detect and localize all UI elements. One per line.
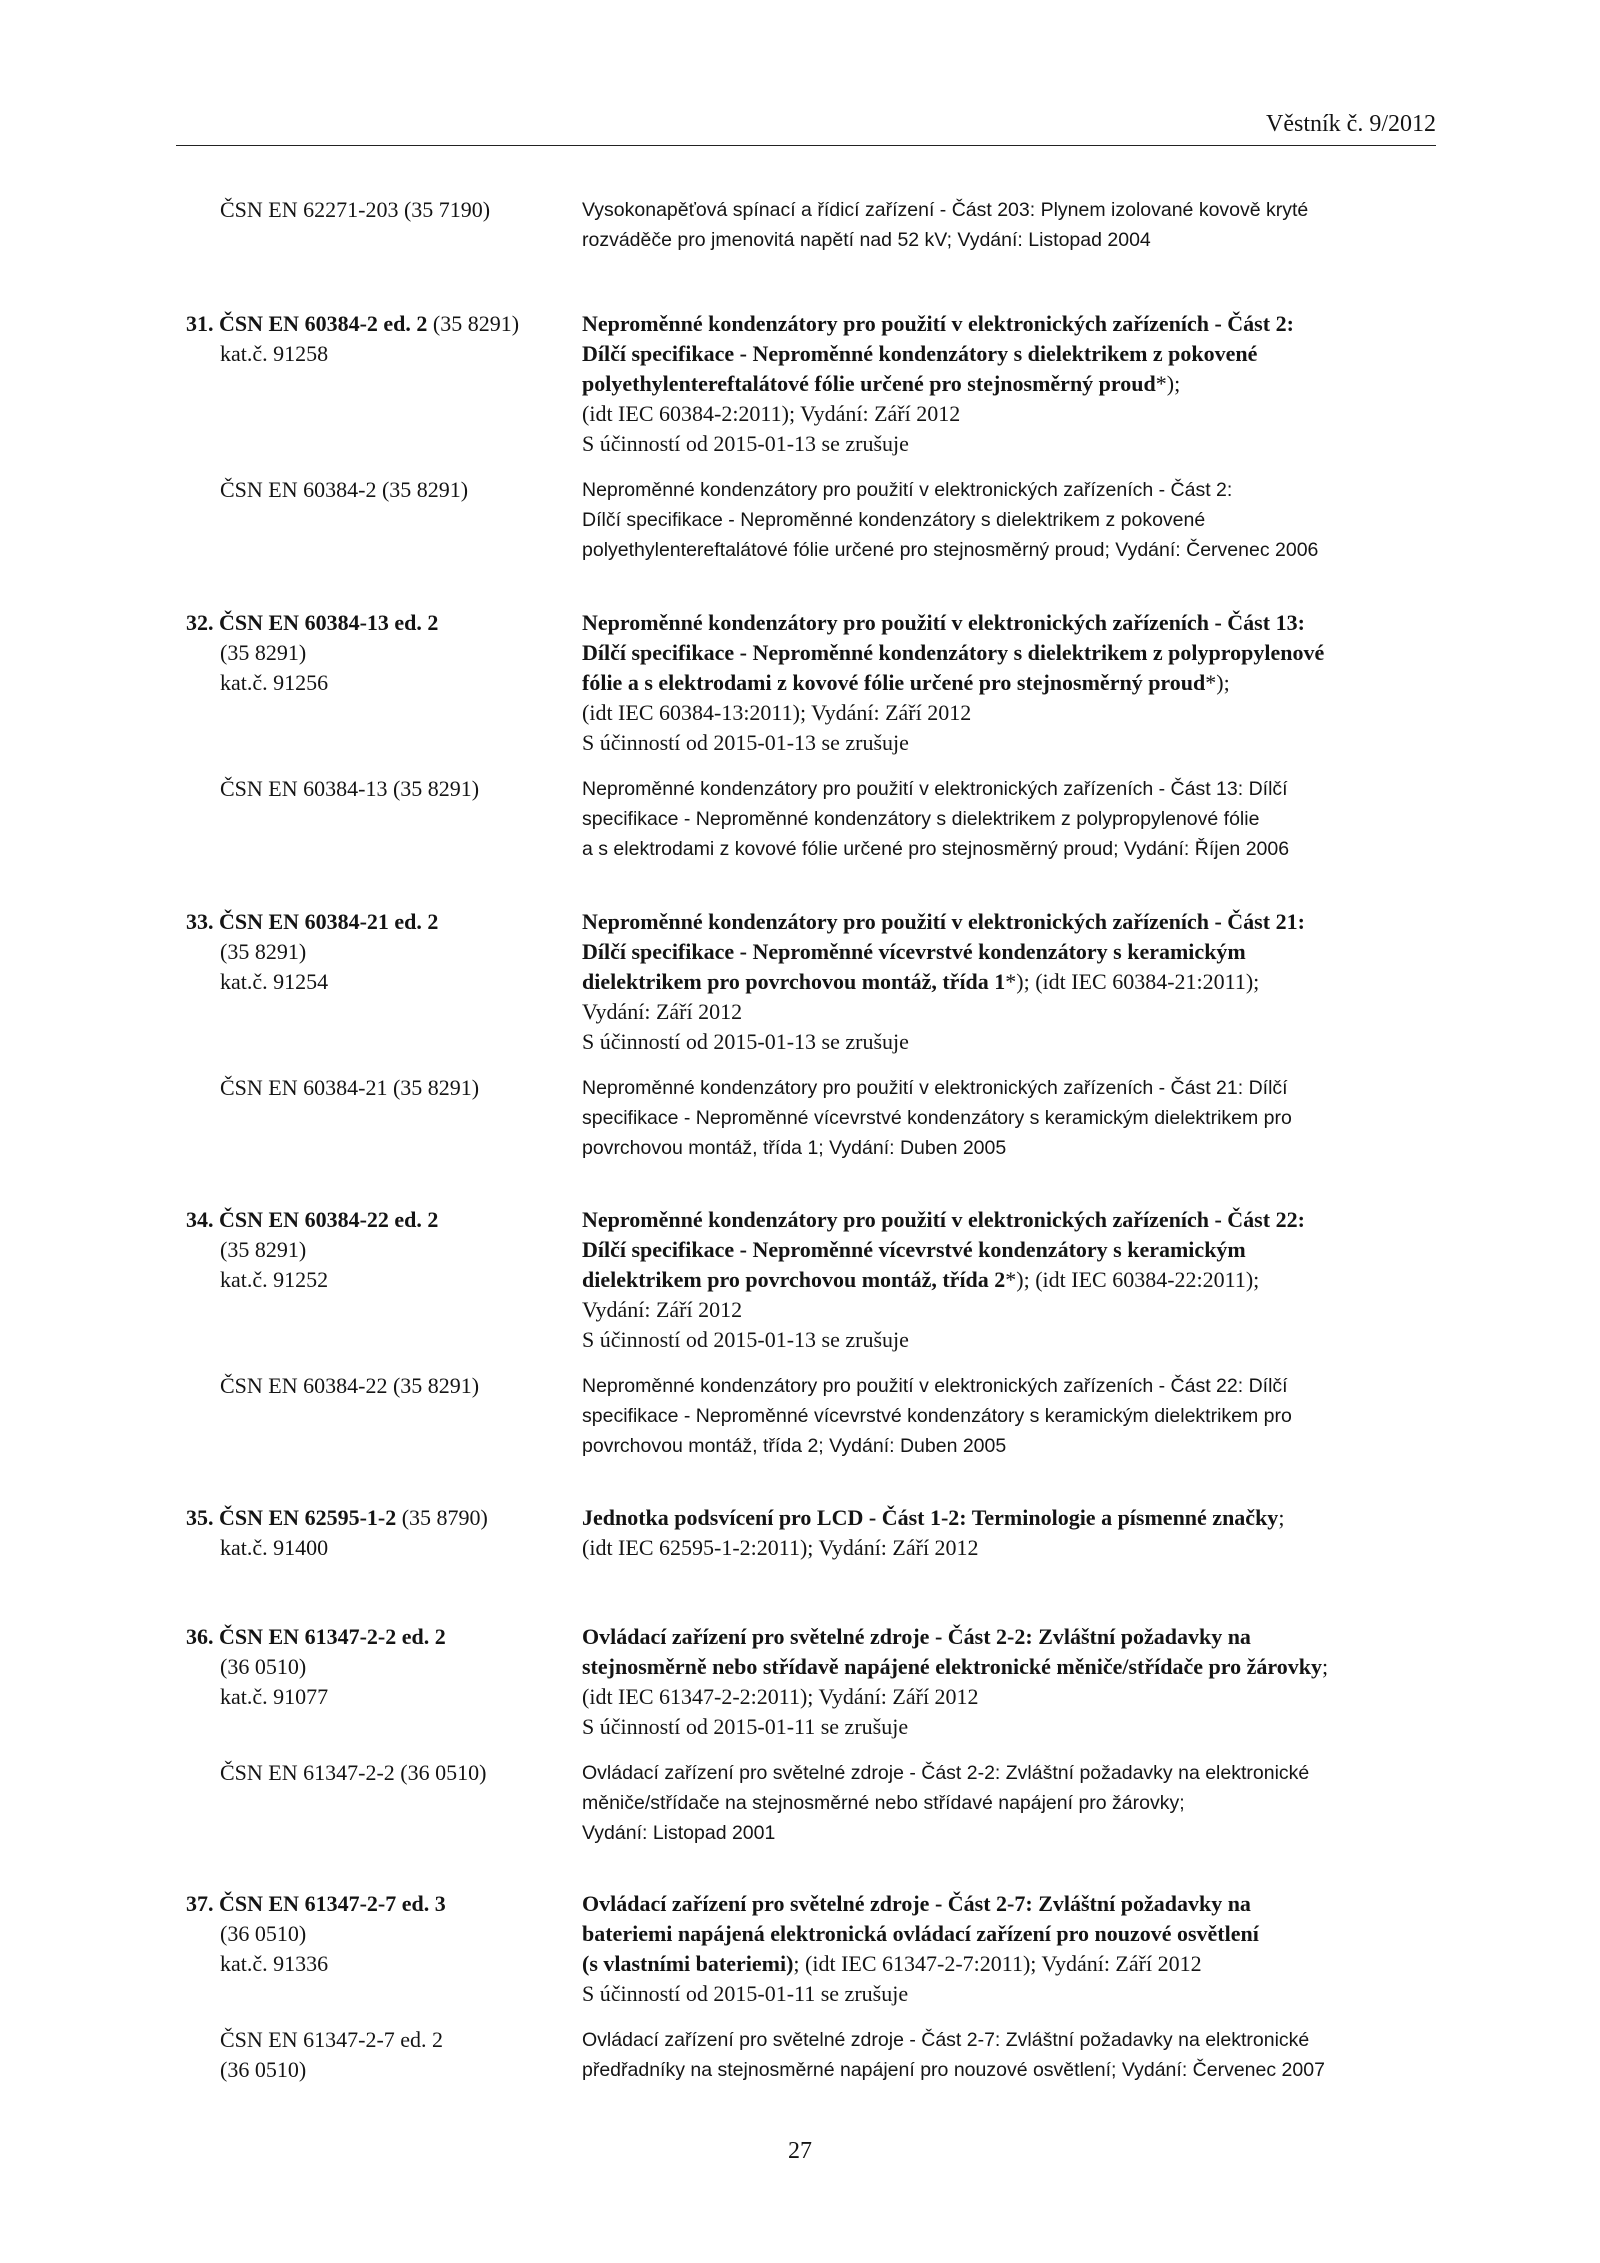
standard-edition-line: (idt IEC 60384-13:2011); Vydání: Září 2012 [582, 700, 972, 725]
standard-title-line-mixed: polyethylentereftalátové fólie určené pro stejnosměrný proud*); [582, 371, 1181, 396]
entry-number: 37. [186, 1891, 214, 1916]
entry-number: 36. [186, 1624, 214, 1649]
standard-entry-34 [186, 1205, 1436, 1461]
replaced-standard-line: Vysokonapěťová spínací a řídicí zařízení - Část 203: Plynem izolované kovově kryté [582, 199, 1309, 221]
standard-code [186, 608, 582, 638]
standard-edition-line: (idt IEC 62595-1-2:2011); Vydání: Září 2012 [582, 1535, 979, 1560]
standard-code [186, 1503, 582, 1533]
standard-entry-36 [186, 1622, 1436, 1848]
replaced-standard-line: Neproměnné kondenzátory pro použití v elektronických zařízeních - Část 13: Dílčí [582, 778, 1288, 800]
catalog-number: kat.č. 91252 [220, 1267, 329, 1292]
standard-title-line: Dílčí specifikace - Neproměnné vícevrstvé kondenzátory s keramickým [582, 939, 1246, 964]
standard-class-number: (35 8291) [220, 640, 307, 665]
replaced-standard-code: ČSN EN 60384-2 (35 8291) [220, 477, 469, 502]
standard-validity-line: S účinností od 2015-01-13 se zrušuje [582, 1029, 909, 1054]
replaced-standard-code: ČSN EN 60384-22 (35 8291) [220, 1373, 480, 1398]
standard-entry-33 [186, 907, 1436, 1163]
replaced-standard-line: Dílčí specifikace - Neproměnné kondenzátory s dielektrikem z pokovené [582, 509, 1206, 531]
standard-validity-line: S účinností od 2015-01-13 se zrušuje [582, 1327, 909, 1352]
standard-class-number: (36 0510) [220, 1921, 307, 1946]
standard-title-line-mixed: fólie a s elektrodami z kovové fólie určené pro stejnosměrný proud*); [582, 670, 1230, 695]
entry-number: 31. [186, 311, 214, 336]
replaced-standard-line: měniče/střídače na stejnosměrné nebo střídavé napájení pro žárovky; [582, 1792, 1185, 1814]
replaced-standard-class: (36 0510) [220, 2057, 307, 2082]
standard-code [186, 1622, 582, 1652]
header-rule [176, 145, 1436, 146]
standard-title-line-mixed: Jednotka podsvícení pro LCD - Část 1-2: Terminologie a písmenné značky; [582, 1505, 1285, 1530]
standard-title-line-mixed: (s vlastními bateriemi); (idt IEC 61347-2-7:2011); Vydání: Září 2012 [582, 1951, 1202, 1976]
replaced-standard-code: ČSN EN 61347-2-2 (36 0510) [220, 1760, 487, 1785]
standard-title-line: Dílčí specifikace - Neproměnné vícevrstvé kondenzátory s keramickým [582, 1237, 1246, 1262]
replaced-standard-line: polyethylentereftalátové fólie určené pro stejnosměrný proud; Vydání: Červenec 2006 [582, 539, 1319, 561]
standard-code-bold: ČSN EN 60384-2 ed. 2 [219, 311, 428, 336]
standard-class-number: (36 0510) [220, 1654, 307, 1679]
replaced-standard-line: Ovládací zařízení pro světelné zdroje - Část 2-7: Zvláštní požadavky na elektronické [582, 2029, 1310, 2051]
standard-title-line: Neproměnné kondenzátory pro použití v elektronických zařízeních - Část 21: [582, 909, 1305, 934]
replaced-standard-line: Ovládací zařízení pro světelné zdroje - Část 2-2: Zvláštní požadavky na elektronické [582, 1762, 1310, 1784]
replaced-standard-line: Neproměnné kondenzátory pro použití v elektronických zařízeních - Část 22: Dílčí [582, 1375, 1288, 1397]
standard-code-bold: ČSN EN 61347-2-7 ed. 3 [219, 1891, 446, 1916]
standard-code-class: (35 8291) [427, 311, 520, 336]
standard-validity-line: S účinností od 2015-01-11 se zrušuje [582, 1981, 909, 2006]
entry-number: 35. [186, 1505, 214, 1530]
standard-code [186, 1889, 582, 1919]
standard-title-line: bateriemi napájená elektronická ovládací zařízení pro nouzové osvětlení [582, 1921, 1259, 1946]
replaced-standard-code: ČSN EN 60384-21 (35 8291) [220, 1075, 480, 1100]
standard-entry-35 [186, 1503, 1436, 1563]
replaced-standard-line: rozváděče pro jmenovitá napětí nad 52 kV; Vydání: Listopad 2004 [582, 229, 1151, 251]
replaced-standard-line: specifikace - Neproměnné vícevrstvé kondenzátory s keramickým dielektrikem pro [582, 1405, 1292, 1427]
replaced-standard-code: ČSN EN 60384-13 (35 8291) [220, 776, 480, 801]
standard-title-line: Neproměnné kondenzátory pro použití v elektronických zařízeních - Část 2: [582, 311, 1294, 336]
replaced-standard-line: Vydání: Listopad 2001 [582, 1822, 776, 1844]
standard-title-line-mixed: stejnosměrně nebo střídavě napájené elektronické měniče/střídače pro žárovky; [582, 1654, 1329, 1679]
entry-number: 33. [186, 909, 214, 934]
standard-entry-31 [186, 309, 1436, 565]
standard-code [186, 907, 582, 937]
standard-code [186, 1205, 582, 1235]
catalog-number: kat.č. 91254 [220, 969, 329, 994]
standard-title-line: Neproměnné kondenzátory pro použití v elektronických zařízeních - Část 22: [582, 1207, 1305, 1232]
standard-edition-line: Vydání: Září 2012 [582, 999, 743, 1024]
standard-validity-line: S účinností od 2015-01-11 se zrušuje [582, 1714, 909, 1739]
standard-entry-37 [186, 1889, 1436, 2085]
entry-number: 34. [186, 1207, 214, 1232]
standard-title-line: Dílčí specifikace - Neproměnné kondenzátory s dielektrikem z polypropylenové [582, 640, 1325, 665]
replaced-standard-line: Neproměnné kondenzátory pro použití v elektronických zařízeních - Část 21: Dílčí [582, 1077, 1288, 1099]
catalog-number: kat.č. 91336 [220, 1951, 329, 1976]
catalog-number: kat.č. 91077 [220, 1684, 329, 1709]
standard-edition-line: Vydání: Září 2012 [582, 1297, 743, 1322]
standard-entry-32 [186, 608, 1436, 864]
standard-edition-line: (idt IEC 60384-2:2011); Vydání: Září 2012 [582, 401, 961, 426]
page-number: 27 [788, 2138, 812, 2164]
entry-number: 32. [186, 610, 214, 635]
replaced-standard-line: a s elektrodami z kovové fólie určené pro stejnosměrný proud; Vydání: Říjen 2006 [582, 838, 1290, 860]
standard-class-number: (35 8291) [220, 1237, 307, 1262]
replaced-standard-line: povrchovou montáž, třída 2; Vydání: Duben 2005 [582, 1435, 1007, 1457]
replaced-standard-line: Neproměnné kondenzátory pro použití v elektronických zařízeních - Část 2: [582, 479, 1233, 501]
standard-title-line: Neproměnné kondenzátory pro použití v elektronických zařízeních - Část 13: [582, 610, 1305, 635]
standard-code-bold: ČSN EN 60384-21 ed. 2 [219, 909, 439, 934]
catalog-number: kat.č. 91258 [220, 341, 329, 366]
replaced-standard-code: ČSN EN 61347-2-7 ed. 2 [220, 2027, 444, 2052]
bulletin-title: Věstník č. 9/2012 [1266, 111, 1436, 137]
standard-code-bold: ČSN EN 61347-2-2 ed. 2 [219, 1624, 446, 1649]
standard-validity-line: S účinností od 2015-01-13 se zrušuje [582, 730, 909, 755]
standard-title-line: Dílčí specifikace - Neproměnné kondenzátory s dielektrikem z pokovené [582, 341, 1258, 366]
continuation-entry [186, 195, 1436, 255]
standard-code-bold: ČSN EN 60384-22 ed. 2 [219, 1207, 439, 1232]
standard-title-line-mixed: dielektrikem pro povrchovou montáž, třída 1*); (idt IEC 60384-21:2011); [582, 969, 1260, 994]
replaced-standard-line: povrchovou montáž, třída 1; Vydání: Duben 2005 [582, 1137, 1007, 1159]
standard-code [186, 309, 582, 339]
standard-code-class: (35 8790) [396, 1505, 488, 1530]
replaced-standard-code: ČSN EN 62271-203 (35 7190) [220, 197, 491, 222]
replaced-standard-line: předřadníky na stejnosměrné napájení pro nouzové osvětlení; Vydání: Červenec 2007 [582, 2059, 1325, 2081]
standard-title-line-mixed: dielektrikem pro povrchovou montáž, třída 2*); (idt IEC 60384-22:2011); [582, 1267, 1260, 1292]
replaced-standard-line: specifikace - Neproměnné kondenzátory s dielektrikem z polypropylenové fólie [582, 808, 1260, 830]
standard-code-bold: ČSN EN 62595-1-2 [219, 1505, 397, 1530]
standard-validity-line: S účinností od 2015-01-13 se zrušuje [582, 431, 909, 456]
replaced-standard-line: specifikace - Neproměnné vícevrstvé kondenzátory s keramickým dielektrikem pro [582, 1107, 1292, 1129]
catalog-number: kat.č. 91400 [220, 1535, 329, 1560]
standard-class-number: (35 8291) [220, 939, 307, 964]
standard-title-line: Ovládací zařízení pro světelné zdroje - Část 2-2: Zvláštní požadavky na [582, 1624, 1251, 1649]
standard-edition-line: (idt IEC 61347-2-2:2011); Vydání: Září 2012 [582, 1684, 979, 1709]
catalog-number: kat.č. 91256 [220, 670, 329, 695]
standard-code-bold: ČSN EN 60384-13 ed. 2 [219, 610, 439, 635]
standard-title-line: Ovládací zařízení pro světelné zdroje - Část 2-7: Zvláštní požadavky na [582, 1891, 1251, 1916]
